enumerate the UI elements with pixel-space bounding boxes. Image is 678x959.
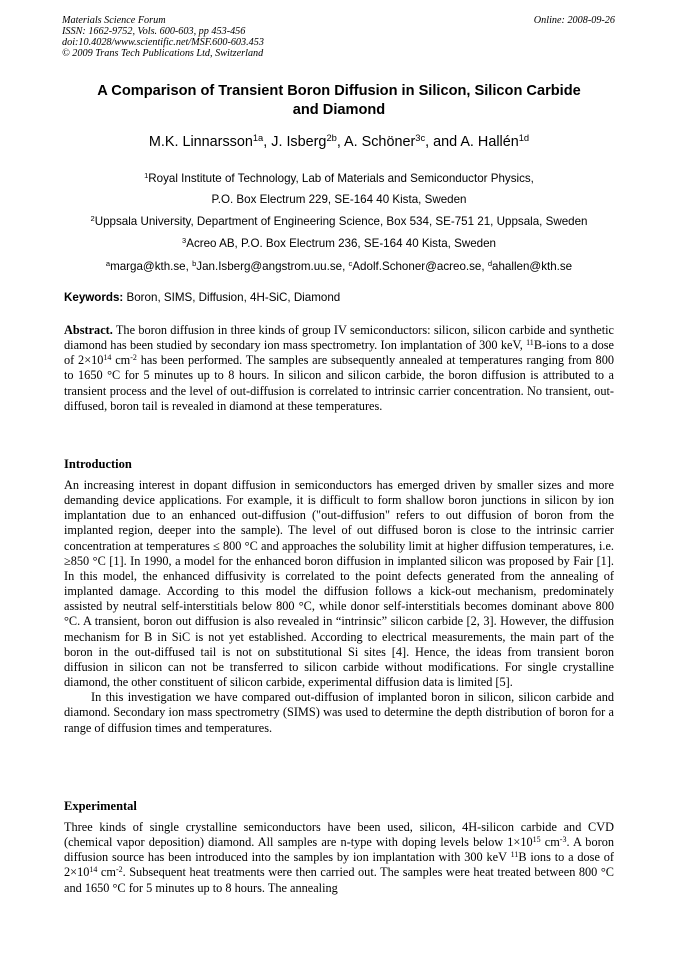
superscript: -2: [115, 865, 123, 875]
affiliation-mark: 2: [90, 213, 95, 223]
author-affiliation-mark: 1a: [252, 132, 264, 143]
experimental-text: B ions to a dose of 2×10: [64, 850, 614, 880]
superscript: -2: [130, 352, 137, 362]
copyright-line: © 2009 Trans Tech Publications Ltd, Switzerland: [62, 48, 264, 60]
section-heading-experimental: Experimental: [64, 799, 137, 813]
paper-title: [40, 82, 638, 120]
introduction-body: [64, 478, 614, 736]
email-addresses: [40, 256, 638, 277]
experimental-text: cm: [540, 835, 560, 850]
author-list: [40, 132, 638, 152]
experimental-text: . A boron diffusion source has been introduced into the samples by ion implantation with 300 keV: [64, 835, 614, 865]
experimental-text: Three kinds of single crystalline semiconductors have been used, silicon, 4H-silicon carbide and CVD (chemical vapor deposition) diamond. All samples are n-type with doping levels below 1×10: [64, 820, 614, 850]
author-affiliation-mark: 2b: [326, 132, 337, 143]
keywords-text: Boron, SIMS, Diffusion, 4H-SiC, Diamond: [123, 291, 341, 304]
online-date: Online: 2008-09-26: [533, 15, 615, 26]
affiliation-mark: 1: [144, 170, 149, 180]
title-line: A Comparison of Transient Boron Diffusion in Silicon, Silicon Carbide: [97, 83, 581, 99]
superscript: 11: [510, 849, 519, 859]
superscript: 14: [89, 865, 98, 875]
email-address: marga@kth.se,: [110, 260, 193, 273]
abstract-text: The boron diffusion in three kinds of group IV semiconductors: silicon, silicon carbide and synthetic diamond has been studied by secondary ion mass spectrometry. Ion implantation of 300 keV,: [64, 323, 614, 353]
affiliation-3: [40, 233, 638, 254]
author-name: , J. Isberg: [263, 134, 327, 150]
doi-line: doi:10.4028/www.scientific.net/MSF.600-603.453: [62, 37, 264, 49]
affiliation-mark: 3: [182, 235, 187, 245]
journal-header: [62, 15, 615, 59]
email-address: Adolf.Schoner@acreo.se,: [352, 260, 488, 273]
affiliation-2: [40, 211, 638, 232]
journal-name: Materials Science Forum: [62, 15, 166, 26]
email-address: Jan.Isberg@angstrom.uu.se,: [196, 260, 349, 273]
abstract-text: cm: [111, 353, 131, 368]
affiliation-text: Uppsala University, Department of Engineering Science, Box 534, SE-751 21, Uppsala, Sweden: [94, 215, 588, 228]
superscript: 14: [103, 352, 112, 362]
superscript: -3: [559, 834, 567, 844]
abstract-text: B-ions to a dose of 2×10: [64, 338, 614, 368]
email-mark: a: [105, 258, 111, 268]
superscript: 15: [532, 834, 541, 844]
email-address: ahallen@kth.se: [492, 260, 573, 273]
section-heading-introduction: Introduction: [64, 457, 132, 471]
author-name: , and A. Hallén: [425, 134, 519, 150]
author-affiliation-mark: 1d: [518, 132, 530, 143]
author-affiliation-mark: 3c: [415, 132, 426, 143]
email-mark: d: [487, 258, 493, 268]
affiliation-text: Acreo AB, P.O. Box Electrum 236, SE-164 40 Kista, Sweden: [186, 237, 496, 250]
affiliations: [40, 168, 638, 277]
paragraph: In this investigation we have compared out-diffusion of implanted boron in silicon, silicon carbide and diamond. Secondary ion mass spectrometry (SIMS) was used to determine the depth distribution of boron for a range of diffusion times and temperatures.: [64, 690, 614, 735]
affiliation-1-address: P.O. Box Electrum 229, SE-164 40 Kista, Sweden: [211, 193, 467, 206]
abstract-label: Abstract.: [64, 323, 113, 337]
issn-line: ISSN: 1662-9752, Vols. 600-603, pp 453-456: [62, 26, 246, 38]
email-mark: b: [192, 258, 197, 268]
experimental-text: cm: [97, 865, 116, 880]
experimental-body: [64, 820, 614, 896]
author-name: M.K. Linnarsson: [148, 134, 253, 150]
affiliation-1: [40, 168, 638, 189]
paragraph: An increasing interest in dopant diffusion in semiconductors has emerged driven by smaller sizes and more demanding device applications. For example, it is difficult to form shallow boron junctions in silicon by ion implantation due to an enhanced out-diffusion ("out-diffusion" refers to out diffusion of boron from the implanted region, deeper into the sample). The level of out diffused boron is close to the intrinsic carrier concentration at temperatures ≤ 800 °C and approaches the solubility limit at higher diffusion temperatures, i.e. ≥850 °C [1]. In 1990, a model for the enhanced boron diffusion in implanted silicon was proposed by Fair [1]. In this model, the enhanced diffusivity is correlated to the point defects generated from the annealing of implanted damage. According to this model the diffusion follows a kick-out mechanism, predominately assisted by neutral self-interstitials below 800 °C, while donor self-interstitials becomes dominant above 800 °C. A transient, boron out diffusion is also revealed in “intrinsic” silicon carbide [2, 3]. However, the diffusion mechanism for B in SiC is not yet established. According to electrical measurements, the main part of the boron in the out-diffused tail is not on substitutional Si sites [4]. Hence, the ideas from transient boron diffusion in silicon can not be transferred to silicon carbide without modifications. For single crystalline diamond, the other constituent of silicon carbide, experimental diffusion data is limited [5].: [64, 478, 614, 690]
affiliation-text: Royal Institute of Technology, Lab of Materials and Semiconductor Physics,: [148, 172, 534, 185]
keywords-label: Keywords:: [64, 291, 124, 304]
abstract: [64, 323, 614, 414]
author-name: , A. Schöner: [336, 134, 416, 150]
keywords: [64, 291, 617, 305]
title-line: and Diamond: [292, 102, 386, 118]
superscript: 11: [526, 337, 534, 347]
experimental-text: . Subsequent heat treatments were then carried out. The samples were heat treated between 800 °C and 1650 °C for 5 minutes up to 8 hours. The annealing: [64, 865, 614, 895]
email-mark: c: [348, 258, 353, 268]
abstract-text: has been performed. The samples are subsequently annealed at temperatures ranging from 800 to 1650 °C for 5 minutes up to 8 hours. In silicon and silicon carbide, the boron diffusion is attributed to a transient process and the level of out-diffusion is correlated to intrinsic carrier concentration. No transient, out-diffused, boron tail is revealed in diamond at these temperatures.: [64, 353, 614, 413]
